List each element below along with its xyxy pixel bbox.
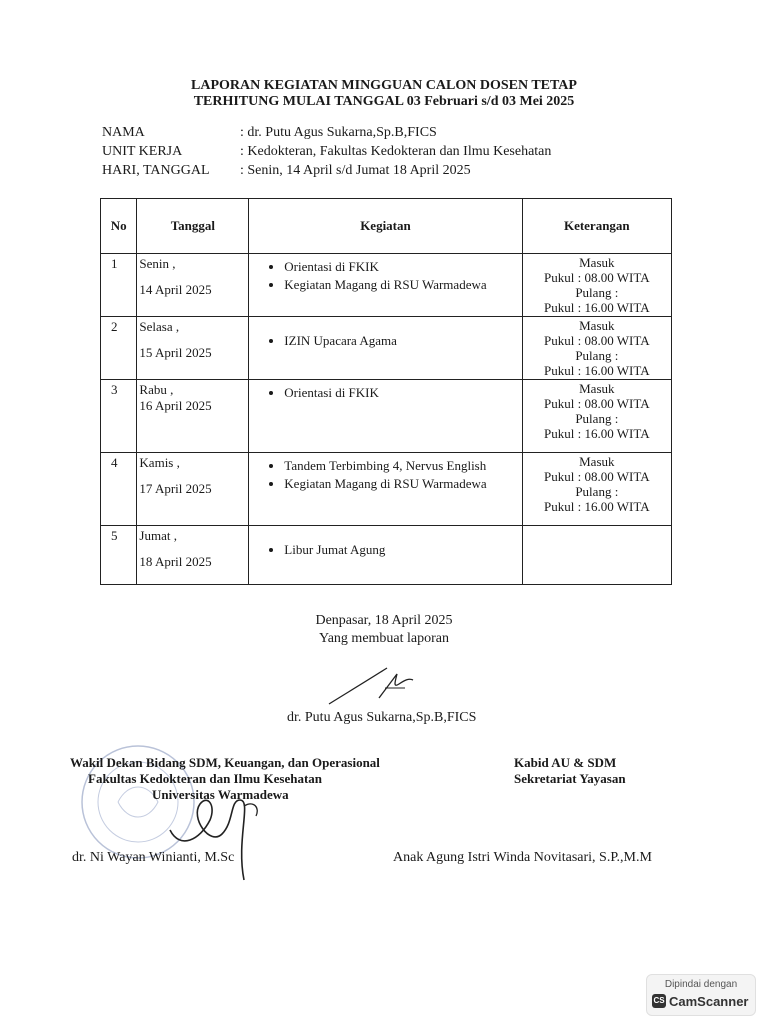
camscanner-logo-icon: CS bbox=[652, 994, 666, 1008]
report-title-line1: LAPORAN KEGIATAN MINGGUAN CALON DOSEN TETAP bbox=[191, 78, 577, 93]
scanner-brand: CamScanner bbox=[669, 994, 749, 1009]
note-line: Pukul : 16.00 WITA bbox=[544, 363, 650, 378]
dean-position: Wakil Dekan Bidang SDM, Keuangan, dan Operasional bbox=[70, 755, 380, 770]
row-date: 18 April 2025 bbox=[139, 554, 212, 569]
info-row-date bbox=[102, 161, 551, 180]
header-kegiatan: Kegiatan bbox=[249, 199, 522, 254]
row-day: Rabu , bbox=[139, 382, 174, 397]
dean-block bbox=[70, 755, 380, 803]
note-line: Masuk bbox=[579, 255, 615, 270]
note-line: Pukul : 08.00 WITA bbox=[544, 270, 650, 285]
row-activities bbox=[249, 526, 522, 585]
note-line: Masuk bbox=[579, 318, 615, 333]
report-title-line2: TERHITUNG MULAI TANGGAL 03 Februari s/d 03 Mei 2025 bbox=[193, 94, 575, 109]
note-line: Masuk bbox=[579, 454, 615, 469]
row-activities bbox=[249, 317, 522, 380]
hr-position: Kabid AU & SDM bbox=[514, 755, 617, 770]
report-closing bbox=[0, 612, 768, 648]
activity-item: • Kegiatan Magang di RSU Warmadewa bbox=[284, 475, 520, 493]
note-line: Pukul : 16.00 WITA bbox=[544, 499, 650, 514]
info-value: : Senin, 14 April s/d Jumat 18 April 2025 bbox=[240, 163, 471, 178]
table-header-row bbox=[101, 199, 672, 254]
row-date-cell bbox=[137, 317, 249, 380]
identity-info bbox=[102, 123, 551, 180]
note-line: Pukul : 08.00 WITA bbox=[544, 333, 650, 348]
note-line: Pulang : bbox=[575, 348, 619, 363]
row-date: 17 April 2025 bbox=[139, 481, 212, 496]
row-activities bbox=[249, 453, 522, 526]
dean-university: Universitas Warmadewa bbox=[152, 787, 289, 802]
reporter-name: dr. Putu Agus Sukarna,Sp.B,FICS bbox=[287, 710, 477, 725]
row-day: Kamis , bbox=[139, 455, 180, 470]
report-title bbox=[0, 78, 768, 110]
row-notes bbox=[522, 453, 671, 526]
row-date-cell bbox=[137, 254, 249, 317]
info-row-unit bbox=[102, 142, 551, 161]
row-date: 16 April 2025 bbox=[139, 398, 212, 413]
dean-faculty: Fakultas Kedokteran dan Ilmu Kesehatan bbox=[88, 771, 323, 786]
row-notes bbox=[522, 380, 671, 453]
activity-item: • Orientasi di FKIK bbox=[284, 258, 520, 276]
row-activities bbox=[249, 254, 522, 317]
scanner-caption: Dipindai dengan bbox=[664, 979, 738, 990]
row-number: 4 bbox=[101, 453, 137, 526]
info-value: : Kedokteran, Fakultas Kedokteran dan Ilmu Kesehatan bbox=[240, 144, 552, 159]
place-date: Denpasar, 18 April 2025 bbox=[315, 613, 453, 628]
row-number: 5 bbox=[101, 526, 137, 585]
row-date-cell bbox=[137, 526, 249, 585]
header-no: No bbox=[101, 199, 137, 254]
activity-item: • Tandem Terbimbing 4, Nervus English bbox=[284, 457, 520, 475]
row-activities bbox=[249, 380, 522, 453]
made-by: Yang membuat laporan bbox=[319, 631, 449, 646]
row-day: Selasa , bbox=[139, 319, 180, 334]
reporter-signature bbox=[325, 664, 415, 708]
table-row bbox=[101, 380, 672, 453]
hr-office: Sekretariat Yayasan bbox=[514, 771, 626, 786]
table-row bbox=[101, 317, 672, 380]
info-row-nama bbox=[102, 123, 551, 142]
note-line: Pulang : bbox=[575, 285, 619, 300]
row-number: 2 bbox=[101, 317, 137, 380]
header-keterangan: Keterangan bbox=[522, 199, 671, 254]
row-date-cell bbox=[137, 380, 249, 453]
row-notes bbox=[522, 317, 671, 380]
row-number: 1 bbox=[101, 254, 137, 317]
dean-name: dr. Ni Wayan Winianti, M.Sc bbox=[72, 850, 235, 865]
row-date: 15 April 2025 bbox=[139, 345, 212, 360]
note-line: Pulang : bbox=[575, 484, 619, 499]
note-line: Masuk bbox=[579, 381, 615, 396]
info-label: NAMA bbox=[102, 125, 145, 140]
activity-item: • IZIN Upacara Agama bbox=[284, 332, 520, 350]
activity-item: • Orientasi di FKIK bbox=[284, 384, 520, 402]
info-value: : dr. Putu Agus Sukarna,Sp.B,FICS bbox=[240, 125, 437, 140]
activity-item: • Kegiatan Magang di RSU Warmadewa bbox=[284, 276, 520, 294]
note-line: Pukul : 16.00 WITA bbox=[544, 426, 650, 441]
note-line: Pulang : bbox=[575, 411, 619, 426]
row-notes bbox=[522, 254, 671, 317]
hr-block bbox=[514, 755, 626, 787]
note-line: Pukul : 16.00 WITA bbox=[544, 300, 650, 315]
row-notes bbox=[522, 526, 671, 585]
row-date-cell bbox=[137, 453, 249, 526]
row-date: 14 April 2025 bbox=[139, 282, 212, 297]
table-row bbox=[101, 526, 672, 585]
note-line: Pukul : 08.00 WITA bbox=[544, 396, 650, 411]
row-number: 3 bbox=[101, 380, 137, 453]
camscanner-badge bbox=[646, 974, 756, 1016]
table-row bbox=[101, 254, 672, 317]
header-tanggal: Tanggal bbox=[137, 199, 249, 254]
row-day: Jumat , bbox=[139, 528, 177, 543]
info-label: HARI, TANGGAL bbox=[102, 163, 210, 178]
note-line: Pukul : 08.00 WITA bbox=[544, 469, 650, 484]
activity-item: • Libur Jumat Agung bbox=[284, 541, 520, 559]
table-row bbox=[101, 453, 672, 526]
hr-name: Anak Agung Istri Winda Novitasari, S.P.,M.M bbox=[393, 850, 652, 865]
info-label: UNIT KERJA bbox=[102, 144, 183, 159]
row-day: Senin , bbox=[139, 256, 176, 271]
activity-table bbox=[100, 198, 672, 585]
